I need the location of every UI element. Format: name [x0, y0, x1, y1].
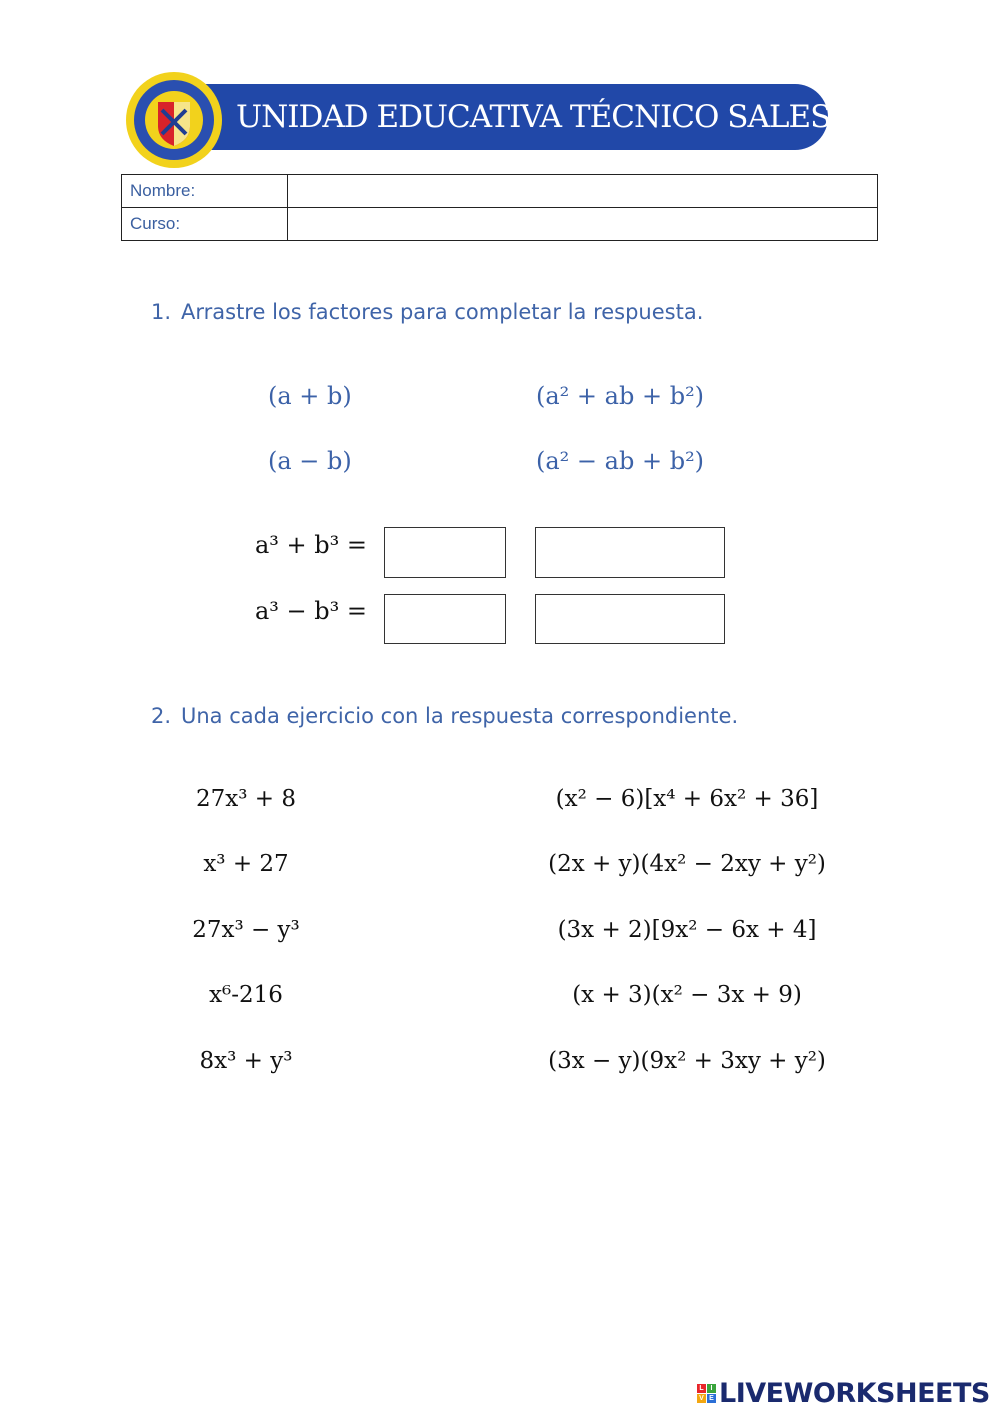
course-label: Curso:: [122, 208, 288, 241]
draggable-factor-a-plus-b[interactable]: (a + b): [268, 382, 352, 410]
course-row: [122, 208, 878, 241]
exercise-item[interactable]: 27x³ − y³: [192, 917, 300, 943]
name-row: [122, 175, 878, 208]
student-info-table: [121, 174, 878, 241]
school-name: UNIDAD EDUCATIVA TÉCNICO SALESIANO: [236, 99, 914, 135]
exercise-item[interactable]: 8x³ + y³: [199, 1048, 293, 1074]
exercise-item[interactable]: 27x³ + 8: [196, 786, 296, 812]
equation-sum-of-cubes: a³ + b³ =: [255, 531, 368, 559]
answer-item[interactable]: (3x − y)(9x² + 3xy + y²): [548, 1048, 826, 1074]
question-1-number: 1.: [151, 300, 172, 324]
name-field[interactable]: [288, 175, 878, 208]
liveworksheets-cube-icon: L I V E: [697, 1384, 716, 1403]
answer-item[interactable]: (3x + 2)[9x² − 6x + 4]: [557, 917, 817, 943]
answer-item[interactable]: (x² − 6)[x⁴ + 6x² + 36]: [555, 786, 819, 812]
exercise-item[interactable]: x⁶-216: [209, 982, 283, 1008]
draggable-factor-a-minus-b[interactable]: (a − b): [268, 447, 352, 475]
draggable-factor-a2-minus-ab-plus-b2[interactable]: (a² − ab + b²): [536, 447, 705, 475]
draggable-factor-a2-plus-ab-plus-b2[interactable]: (a² + ab + b²): [536, 382, 705, 410]
drop-box-diff-2[interactable]: [535, 594, 725, 644]
answer-item[interactable]: (x + 3)(x² − 3x + 9): [572, 982, 802, 1008]
drop-box-diff-1[interactable]: [384, 594, 506, 644]
question-2-text: Una cada ejercicio con la respuesta correspondiente.: [181, 704, 739, 728]
liveworksheets-logo: [697, 1376, 990, 1410]
equation-difference-of-cubes: a³ − b³ =: [255, 597, 368, 625]
name-label: Nombre:: [122, 175, 288, 208]
course-field[interactable]: [288, 208, 878, 241]
liveworksheets-wordmark: LIVEWORKSHEETS: [719, 1377, 990, 1409]
school-seal-logo: [124, 70, 224, 170]
question-1-text: Arrastre los factores para completar la respuesta.: [181, 300, 704, 324]
drop-box-sum-2[interactable]: [535, 527, 725, 578]
drop-box-sum-1[interactable]: [384, 527, 506, 578]
question-2-number: 2.: [151, 704, 172, 728]
answer-item[interactable]: (2x + y)(4x² − 2xy + y²): [548, 851, 826, 877]
exercise-item[interactable]: x³ + 27: [203, 851, 289, 877]
